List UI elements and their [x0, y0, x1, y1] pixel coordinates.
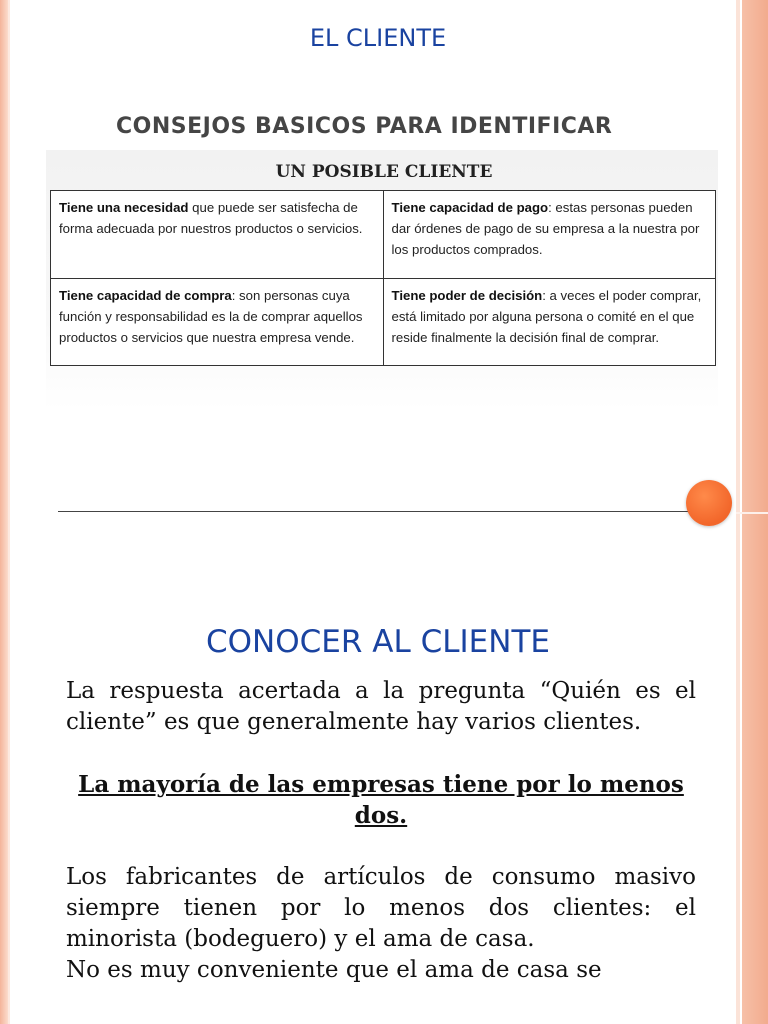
- slide-divider-line: [58, 511, 710, 512]
- body-paragraph: La respuesta acertada a la pregunta “Quién es el cliente” es que generalmente hay varios clientes.: [66, 678, 696, 735]
- slide2-body: [66, 676, 696, 986]
- cell-text: : son personas cuya función y responsabilidad es la de comprar aquellos productos o servicios que nuestra empresa vende.: [59, 287, 363, 345]
- slide1-subtitle: CONSEJOS BASICOS PARA IDENTIFICAR: [116, 114, 613, 139]
- cell-heading: Tiene capacidad de pago: [391, 200, 549, 215]
- cell-heading: Tiene poder de decisión: [391, 287, 543, 303]
- table-cell: [383, 278, 716, 366]
- table-cell: [383, 191, 716, 279]
- table-row: [51, 191, 716, 279]
- body-paragraph: Los fabricantes de artículos de consumo masivo siempre tienen por lo menos dos clientes: el minorista (bodeguero) y el ama de casa.: [66, 864, 696, 952]
- right-decorative-bar: [736, 0, 768, 1024]
- slide2-title: CONOCER AL CLIENTE: [206, 624, 550, 660]
- client-tips-table: [50, 190, 716, 366]
- slide1-title: EL CLIENTE: [309, 24, 447, 52]
- emphasis-statement: La mayoría de las empresas tiene por lo menos dos.: [78, 771, 684, 829]
- table-cell: [51, 191, 384, 279]
- table-cell: [51, 278, 384, 366]
- figure-title: UN POSIBLE CLIENTE: [275, 162, 493, 182]
- body-paragraph: No es muy conveniente que el ama de casa se: [66, 957, 602, 983]
- orange-circle-icon: [686, 480, 732, 526]
- cell-text: : a veces el poder comprar, está limitado por alguna persona o comité en el que reside finalmente la decisión final de comprar.: [391, 287, 702, 345]
- cell-text: : estas personas pueden dar órdenes de pago de su empresa a la nuestra por los productos comprados.: [391, 200, 700, 257]
- cell-heading: Tiene una necesidad: [59, 200, 189, 215]
- slide-seam: [736, 512, 768, 514]
- cell-text: que puede ser satisfecha de forma adecuada por nuestros productos o servicios.: [59, 200, 363, 236]
- left-decorative-bar: [0, 0, 8, 1024]
- table-row: [51, 278, 716, 366]
- cell-heading: Tiene capacidad de compra: [59, 287, 232, 303]
